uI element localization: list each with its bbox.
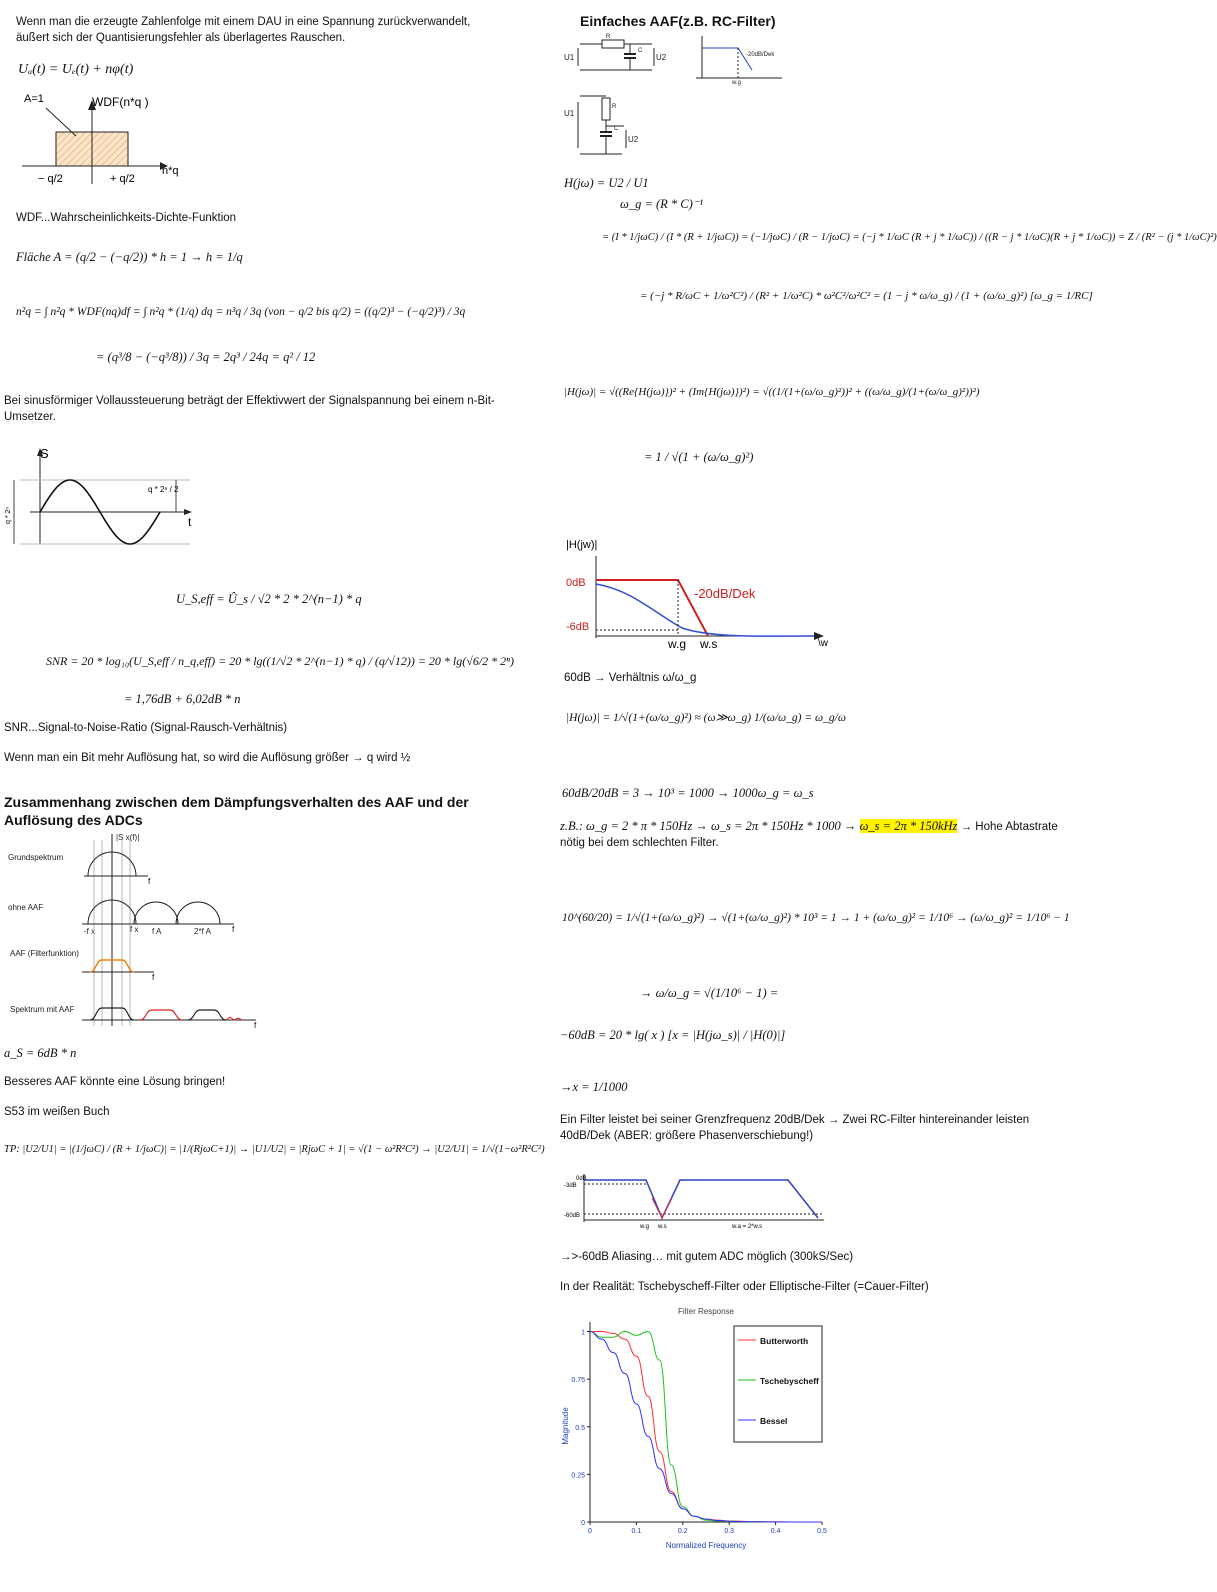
chart-ylabel: Magnitude: [561, 1407, 570, 1445]
twin-wg: w.g: [640, 1224, 650, 1230]
example-suffix: → Hohe Abtastrate nötig bei dem schlechten Filter.: [560, 821, 1058, 849]
bode-0db: 0dB: [566, 577, 586, 589]
spec-tick-fx: f x: [130, 925, 139, 934]
equation-useff: U_S,eff = Û_s / √2 * 2 * 2^(n−1) * q: [176, 592, 362, 606]
example-text: [560, 818, 1060, 851]
chart-xtick-label: 0: [588, 1528, 592, 1535]
bit-text: Wenn man ein Bit mehr Auflösung hat, so wird die Auflösung größer → q wird ½: [4, 752, 411, 764]
sine-figure: [0, 440, 200, 550]
twin-60db: -60dB: [564, 1213, 581, 1219]
bode-6db: -6dB: [566, 621, 590, 633]
spec-f2: f: [232, 925, 235, 934]
sinus-text: Bei sinusförmiger Vollaussteuerung beträgt der Effektivwert der Signalspannung bei einem n-Bit-Umsetzer.: [4, 395, 495, 423]
ratio-text: 60dB → Verhältnis ω/ω_g: [564, 672, 697, 684]
rc1-u1: U1: [564, 53, 575, 62]
equation-nq-2: = (q³/8 − (−q³/8)) / 3q = 2q³ / 24q = q² / 12: [96, 350, 316, 364]
wdf-title: WDF(n*q ): [92, 95, 149, 109]
equation-as: a_S = 6dB * n: [4, 1046, 77, 1060]
rc1-c: C: [638, 48, 643, 54]
rc1-r: R: [606, 34, 611, 40]
chart-title: Filter Response: [677, 1307, 735, 1316]
spec-f3: f: [152, 973, 155, 982]
wdf-definition: WDF...Wahrscheinlichkeits-Dichte-Funktion: [16, 212, 237, 224]
equation-flaeche: Fläche A = (q/2 − (−q/2)) * h = 1 → h = 1/q: [16, 250, 243, 264]
rc2-c: C: [614, 126, 619, 132]
equation-h-2: = (I * 1/jωC) / (I * (R + 1/jωC)) = (−1/jωC) / (R − 1/jωC) = (−j * 1/ωC (R + j * 1/ωC)) / ((R − j * 1/ωC)(R + j * 1/ωC)) = Z / (R² − (j * 1/ωC)²): [602, 232, 1217, 243]
section-heading-aaf-adc: Zusammenhang zwischen dem Dämpfungsverhalten des AAF und der Auflösung des ADCs: [4, 794, 469, 828]
section-heading-rc: Einfaches AAF(z.B. RC-Filter): [580, 13, 776, 29]
equation-h: H(jω) = U2 / U1: [564, 176, 649, 190]
twin-ws: w.s: [658, 1224, 667, 1230]
alias-text: →>-60dB Aliasing… mit gutem ADC möglich (300kS/Sec): [560, 1251, 854, 1263]
equation-x: →x = 1/1000: [560, 1080, 628, 1094]
snr-definition: SNR...Signal-to-Noise-Ratio (Signal-Rausch-Verhältnis): [4, 722, 288, 734]
bode-ylabel: |H(jw)|: [566, 539, 598, 551]
rc2-r: R: [612, 104, 617, 110]
wdf-figure: [16, 88, 206, 188]
sine-amp: q * 2ⁿ / 2: [148, 485, 179, 494]
spec-tick-neg: -f x: [84, 927, 96, 936]
wdf-left: − q/2: [38, 173, 63, 185]
equation-h-3: = (−j * R/ωC + 1/ω²C²) / (R² + 1/ω²C) * ω²C²/ω²C² = (1 − j * ω/ω_g) / (1 + (ω/ω_g)²) [ω_g = 1/RC]: [640, 290, 1093, 302]
equation-10: 10^(60/20) = 1/√(1+(ω/ω_g)²) → √(1+(ω/ω_g)²) * 10³ = 1 → 1 + (ω/ω_g)² = 1/10⁶ → (ω/ω_g)² = 1/10⁶ − 1: [562, 912, 1070, 924]
twin-3db: -3dB: [564, 1183, 577, 1189]
rc-wg: w.g: [732, 80, 742, 86]
rc2-u1: U1: [564, 109, 575, 118]
equation-approx: |H(jω)| = 1/√(1+(ω/ω_g)²) ≈ (ω≫ω_g) 1/(ω/ω_g) = ω_g/ω: [566, 712, 846, 724]
equation-wg: ω_g = (R * C)⁻¹: [620, 197, 704, 211]
twin-0db: 0dB: [576, 1176, 587, 1182]
intro-text: Wenn man die erzeugte Zahlenfolge mit einem DAU in eine Spannung zurückverwandelt, äußert sich der Quantisierungsfehler als überlagertes Rauschen.: [16, 16, 471, 44]
equation-snr-2: = 1,76dB + 6,02dB * n: [124, 692, 241, 706]
equation-abs-2: = 1 / √(1 + (ω/ω_g)²): [644, 450, 754, 464]
wdf-amp: A=1: [24, 93, 44, 105]
bode-figure: [562, 534, 842, 654]
chart-xtick-label: 0.2: [677, 1528, 688, 1535]
reality-text: In der Realität: Tschebyscheff-Filter oder Elliptische-Filter (=Cauer-Filter): [560, 1281, 929, 1293]
spec-tick-fa: f A: [152, 927, 162, 936]
chart-xtick-label: 0.5: [817, 1528, 827, 1535]
filter-text: Ein Filter leistet bei seiner Grenzfrequenz 20dB/Dek → Zwei RC-Filter hintereinander leisten 40dB/Dek (ABER: größere Phasenverschiebung!): [560, 1114, 1030, 1142]
spec-row-mit: Spektrum mit AAF: [10, 1005, 75, 1014]
twin-filter-figure: [562, 1170, 832, 1232]
spec-tick-2fa: 2*f A: [194, 927, 211, 936]
chart-ytick-label: 0.5: [575, 1424, 585, 1432]
equation-10-b: → ω/ω_g = √(1/10⁶ − 1) =: [640, 986, 779, 1000]
equation-lg: −60dB = 20 * lg( x ) [x = |H(jω_s)| / |H(0)|]: [560, 1028, 786, 1042]
sine-ylabel: S: [40, 446, 49, 461]
aaf-text: Besseres AAF könnte eine Lösung bringen!: [4, 1076, 226, 1088]
chart-ytick-label: 1: [581, 1329, 585, 1337]
chart-xtick-label: 0.3: [724, 1528, 735, 1535]
chart-ytick-label: 0.25: [571, 1472, 585, 1480]
chart-ytick-label: 0: [581, 1520, 585, 1527]
equation-nq-1: n²q = ∫ n²q * WDF(nq)df = ∫ n²q * (1/q) dq = n³q / 3q (von − q/2 bis q/2) = ((q/2)³ − (−q/2)³) / 3q: [16, 306, 466, 318]
chart-legend-label: Tschebyscheff: [760, 1376, 819, 1386]
equation-abs: |H(jω)| = √((Re{H(jω)})² + (Im{H(jω)})²) = √((1/(1+(ω/ω_g)²))² + ((ω/ω_g)/(1+(ω/ω_g)²))²): [564, 386, 980, 398]
spec-f1: f: [148, 877, 151, 886]
spectrum-figure: [4, 830, 274, 1040]
wdf-xlabel: n*q: [162, 165, 179, 177]
chart-legend-label: Bessel: [760, 1416, 788, 1426]
example-prefix: z.B.: ω_g = 2 * π * 150Hz → ω_s = 2π * 150Hz * 1000 →: [560, 819, 857, 833]
rc2-u2: U2: [628, 135, 639, 144]
spec-axis: |S x(f)|: [116, 833, 140, 842]
chart-xtick-label: 0.4: [770, 1528, 781, 1535]
equation-tp: TP: |U2/U1| = |(1/jωC) / (R + 1/jωC)| = |1/(RjωC+1)| → |U1/U2| = |RjωC + 1| = √(1 − ω²R²C²) → |U2/U1| = 1/√(1−ω²R²C²): [4, 1144, 545, 1155]
rc-slope: -20dB/Dek: [746, 52, 775, 58]
bode-x: \w: [818, 638, 828, 649]
equation-ua: Uₐ(t) = Uₑ(t) + nφ(t): [18, 62, 134, 77]
chart-legend-label: Butterworth: [760, 1336, 809, 1346]
spec-row-aaf: AAF (Filterfunktion): [10, 949, 79, 958]
rc1-u2: U2: [656, 53, 667, 62]
example-highlight: ω_s = 2π * 150kHz: [859, 819, 958, 833]
bode-slope: -20dB/Dek: [694, 586, 756, 601]
spec-f4: f: [254, 1021, 257, 1030]
equation-snr: SNR = 20 * log₁₀(U_S,eff / n_q,eff) = 20 * lg((1/√2 * 2^(n−1) * q) / (q/√12)) = 20 * lg(√6/2 * 2ⁿ): [46, 654, 514, 668]
spec-row-grund: Grundspektrum: [8, 853, 64, 862]
chart-xlabel: Normalized Frequency: [665, 1541, 747, 1550]
sine-xlabel: t: [188, 515, 192, 529]
sine-side: q * 2ⁿ: [5, 507, 12, 524]
equation-60db: 60dB/20dB = 3 → 10³ = 1000 → 1000ω_g = ω_s: [562, 786, 814, 800]
chart-xtick-label: 0.1: [631, 1528, 642, 1535]
chart-ytick-label: 0.75: [571, 1377, 585, 1385]
bode-wg: w.g: [668, 637, 687, 651]
book-reference: S53 im weißen Buch: [4, 1106, 110, 1118]
bode-ws: w.s: [700, 637, 718, 651]
rc-circuit-figure: [562, 34, 802, 160]
spec-row-ohne: ohne AAF: [8, 903, 44, 912]
twin-wa: w.a = 2*w.s: [732, 1224, 763, 1230]
filter-response-chart: [556, 1302, 846, 1552]
wdf-right: + q/2: [110, 173, 135, 185]
